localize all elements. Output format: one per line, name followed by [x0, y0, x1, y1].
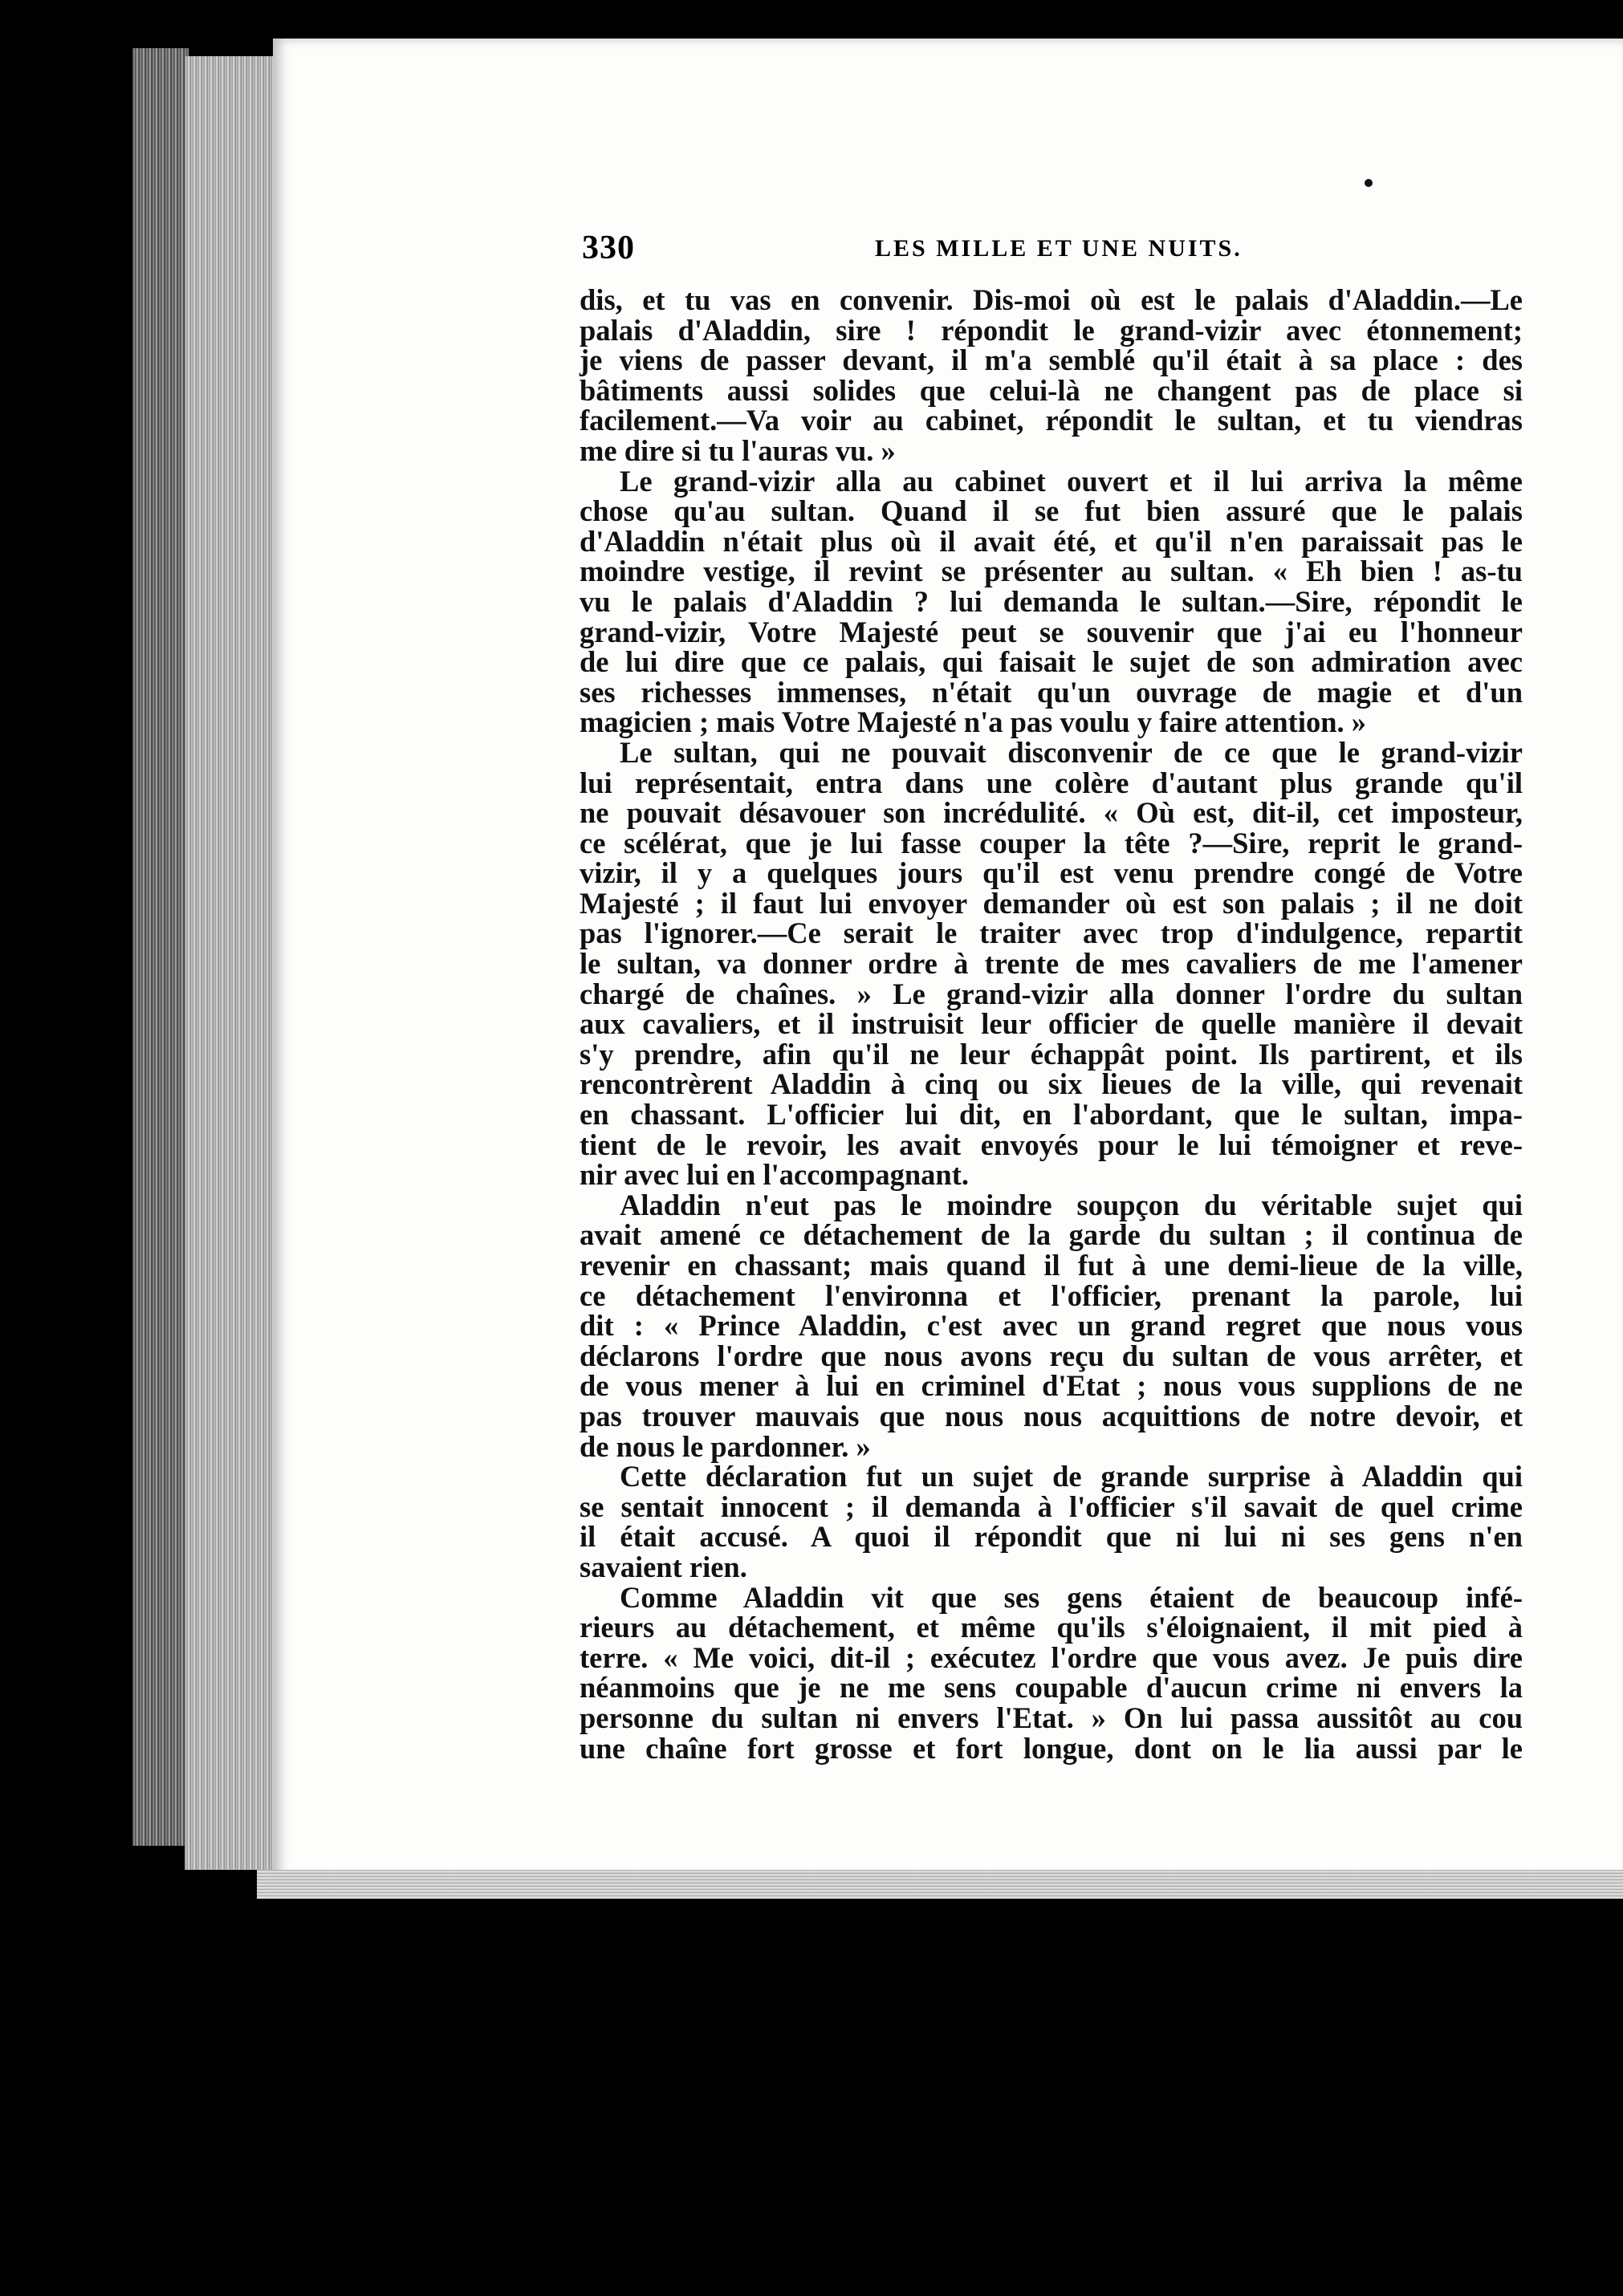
running-title: LES MILLE ET UNE NUITS. [875, 235, 1243, 262]
text-line: vizir, il y a quelques jours qu'il est venu prendre congé de Votre [580, 856, 1523, 890]
text-line: de lui dire que ce palais, qui faisait le sujet de son admiration avec [580, 645, 1523, 679]
page-stack-edge [185, 56, 273, 1870]
text-line: Aladdin n'eut pas le moindre soupçon du véritable sujet qui [620, 1188, 1523, 1221]
text-line: grand-vizir, Votre Majesté peut se souvenir que j'ai eu l'honneur [580, 615, 1523, 648]
text-line: ses richesses immenses, n'était qu'un ouvrage de magie et d'un [580, 675, 1523, 709]
text-line: moindre vestige, il revint se présenter au sultan. « Eh bien ! as-tu [580, 555, 1523, 588]
text-line: Le grand-vizir alla au cabinet ouvert et il lui arriva la même [620, 464, 1523, 498]
text-line: ne pouvait désavouer son incrédulité. « Où est, dit-il, cet imposteur, [580, 796, 1523, 830]
text-line: chargé de chaînes. » Le grand-vizir alla donner l'ordre du sultan [580, 977, 1523, 1010]
text-line: se sentait innocent ; il demanda à l'officier s'il savait de quel crime [580, 1489, 1523, 1523]
text-line: vu le palais d'Aladdin ? lui demanda le sultan.—Sire, répondit le [580, 584, 1523, 618]
text-line: personne du sultan ni envers l'Etat. » On lui passa aussitôt au cou [580, 1701, 1523, 1734]
text-line: d'Aladdin n'était plus où il avait été, et qu'il n'en paraissait pas le [580, 524, 1523, 558]
text-line: en chassant. L'officier lui dit, en l'abordant, que le sultan, impa- [580, 1098, 1523, 1132]
page-header [582, 229, 1521, 264]
text-line: avait amené ce détachement de la garde du sultan ; il continua de [580, 1218, 1523, 1252]
text-line: facilement.—Va voir au cabinet, répondit le sultan, et tu viendras [580, 404, 1523, 437]
page-bottom-edge [257, 1870, 1623, 1899]
text-line: ce détachement l'environna et l'officier, prenant la parole, lui [580, 1278, 1523, 1312]
text-line: tient de le revoir, les avait envoyés pour le lui témoigner et reve- [580, 1128, 1523, 1161]
text-line: il était accusé. A quoi il répondit que ni lui ni ses gens n'en [580, 1520, 1523, 1554]
text-line: chose qu'au sultan. Quand il se fut bien assuré que le palais [580, 494, 1523, 528]
ink-speck [1365, 179, 1373, 187]
text-line: s'y prendre, afin qu'il ne leur échappât point. Ils partirent, et ils [580, 1037, 1523, 1071]
text-line: une chaîne fort grosse et fort longue, dont on le lia aussi par le [580, 1731, 1523, 1765]
text-line: pas trouver mauvais que nous nous acquittions de notre devoir, et [580, 1399, 1523, 1432]
text-line: Le sultan, qui ne pouvait disconvenir de ce que le grand-vizir [620, 735, 1523, 769]
text-line: déclarons l'ordre que nous avons reçu du sultan de vous arrêter, et [580, 1339, 1523, 1372]
body-text [580, 285, 1523, 1763]
text-line: dit : « Prince Aladdin, c'est avec un grand regret que nous vous [580, 1309, 1523, 1343]
text-line: Comme Aladdin vit que ses gens étaient de beaucoup infé- [620, 1580, 1523, 1614]
text-line: revenir en chassant; mais quand il fut à une demi-lieue de la ville, [580, 1249, 1523, 1282]
text-line: lui représentait, entra dans une colère d'autant plus grande qu'il [580, 766, 1523, 799]
text-line: rieurs au détachement, et même qu'ils s'éloignaient, il mit pied à [580, 1611, 1523, 1644]
text-line: bâtiments aussi solides que celui-là ne changent pas de place si [580, 373, 1523, 407]
text-line: néanmoins que je ne me sens coupable d'aucun crime ni envers la [580, 1671, 1523, 1705]
text-line: dis, et tu vas en convenir. Dis-moi où est le palais d'Aladdin.—Le [580, 283, 1523, 316]
page-number: 330 [582, 230, 635, 266]
text-line: le sultan, va donner ordre à trente de mes cavaliers de me l'amener [580, 947, 1523, 981]
text-line: aux cavaliers, et il instruisit leur officier de quelle manière il devait [580, 1007, 1523, 1041]
text-line: Majesté ; il faut lui envoyer demander où est son palais ; il ne doit [580, 886, 1523, 920]
text-line: Cette déclaration fut un sujet de grande surprise à Aladdin qui [620, 1460, 1523, 1493]
text-line: magicien ; mais Votre Majesté n'a pas voulu y faire attention. » [580, 705, 1367, 739]
text-line: savaient rien. [580, 1550, 747, 1583]
text-line: je viens de passer devant, il m'a semblé qu'il était à sa place : des [580, 343, 1523, 377]
text-line: terre. « Me voici, dit-il ; exécutez l'ordre que vous avez. Je puis dire [580, 1640, 1523, 1674]
text-line: me dire si tu l'auras vu. » [580, 433, 896, 467]
text-line: de vous mener à lui en criminel d'Etat ; nous vous supplions de ne [580, 1369, 1523, 1403]
text-line: nir avec lui en l'accompagnant. [580, 1158, 969, 1192]
text-line: pas l'ignorer.—Ce serait le traiter avec trop d'indulgence, repartit [580, 916, 1523, 950]
text-line: rencontrèrent Aladdin à cinq ou six lieues de la ville, qui revenait [580, 1067, 1523, 1101]
text-line: de nous le pardonner. » [580, 1429, 871, 1463]
book-spine-edge [132, 48, 189, 1846]
text-line: palais d'Aladdin, sire ! répondit le grand-vizir avec étonnement; [580, 313, 1523, 347]
text-line: ce scélérat, que je lui fasse couper la tête ?—Sire, reprit le grand- [580, 826, 1523, 859]
